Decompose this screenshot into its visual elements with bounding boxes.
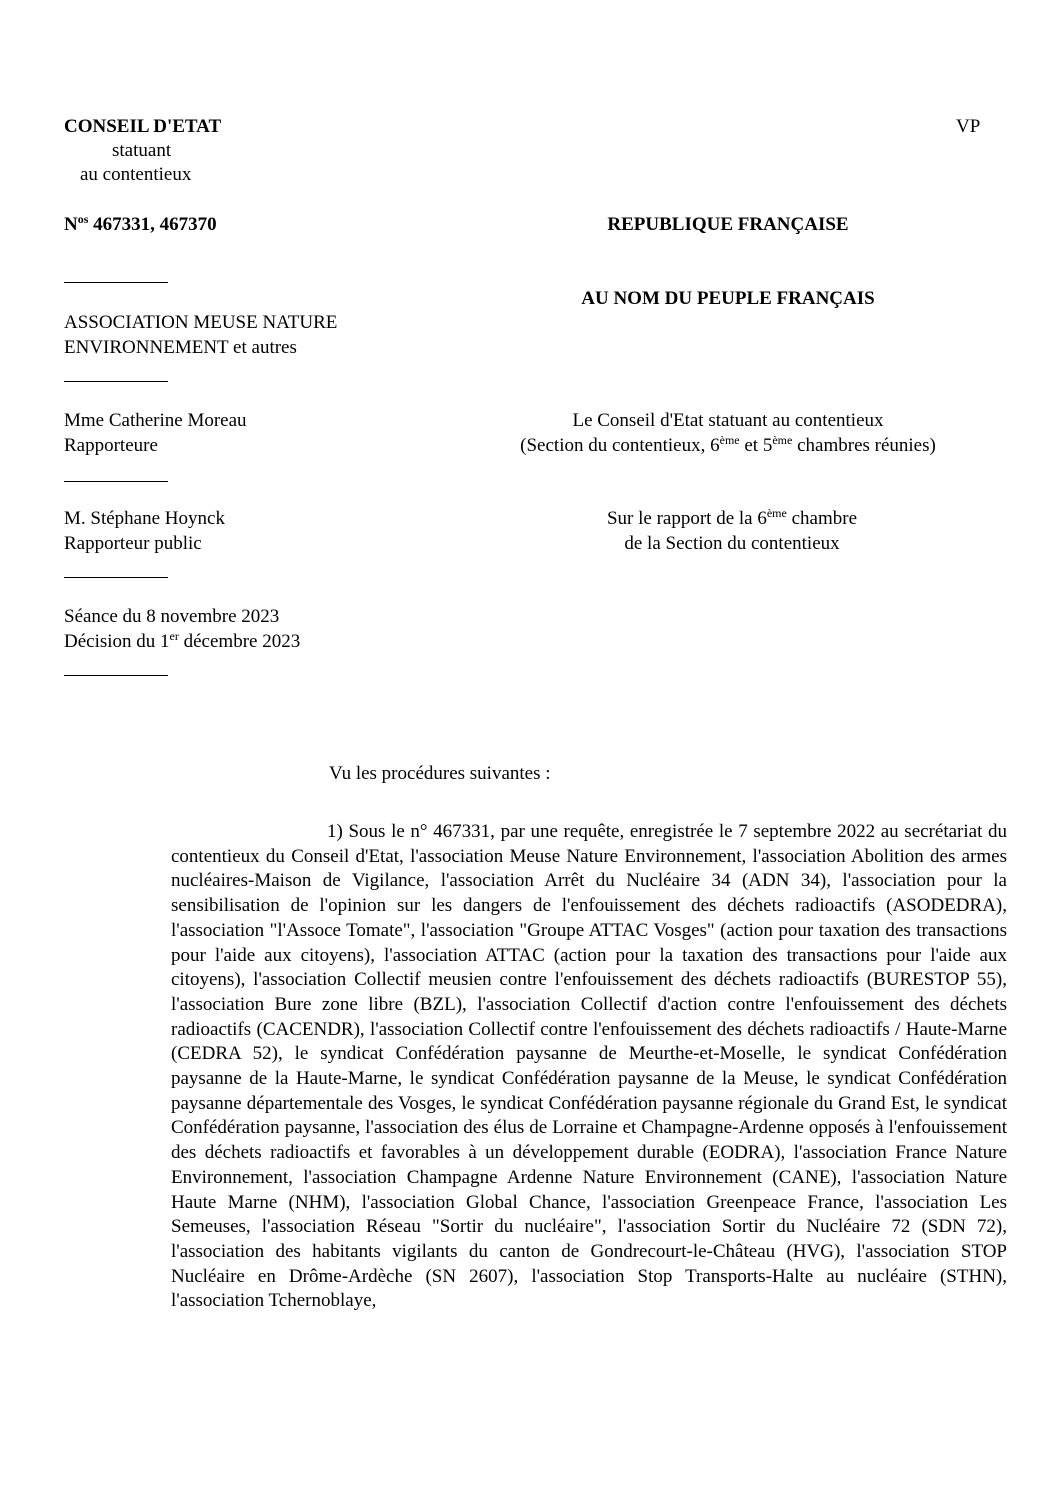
report-line1-b: chambre xyxy=(786,508,858,529)
report-line1 xyxy=(560,506,904,531)
formation-line2 xyxy=(496,433,960,458)
decision-date-suffix: décembre 2023 xyxy=(178,631,301,652)
formation-line2-sup1: ème xyxy=(719,433,740,447)
rapporteur-name: Mme Catherine Moreau xyxy=(64,410,247,431)
formation-line2-a: (Section du contentieux, 6 xyxy=(520,435,720,456)
parties-line1: ASSOCIATION MEUSE NATURE xyxy=(64,312,338,333)
decision-date xyxy=(64,629,300,654)
procedures-heading: Vu les procédures suivantes : xyxy=(329,763,551,784)
decision-date-prefix: Décision du 1 xyxy=(64,631,170,652)
report-line2: de la Section du contentieux xyxy=(624,533,840,554)
divider-5 xyxy=(64,675,168,676)
public-rapporteur-role: Rapporteur public xyxy=(64,533,202,554)
public-rapporteur-name: M. Stéphane Hoynck xyxy=(64,508,225,529)
divider-1 xyxy=(64,282,168,283)
vp-mark: VP xyxy=(956,116,981,137)
people-heading: AU NOM DU PEUPLE FRANÇAIS xyxy=(581,288,875,309)
seance-date: Séance du 8 novembre 2023 xyxy=(64,606,280,627)
formation-line2-b: et 5 xyxy=(739,435,773,456)
case-numbers-value: 467331, 467370 xyxy=(88,214,217,235)
procedure-paragraph-1 xyxy=(171,820,1007,1314)
procedure-paragraph-1-text: 1) Sous le n° 467331, par une requête, enregistrée le 7 septembre 2022 au secrétariat du contentieux du Conseil d'Etat, l'association Meuse Nature Environnement, l'association Abolition des armes nucléaires-Maison de Vigilance, l'association Arrêt du Nucléaire 34 (ADN 34), l'association pour la sensibilisation de l'opinion sur les dangers de l'enfouissement des déchets radioactifs (ASODEDRA), l'association "l'Assoce Tomate", l'association "Groupe ATTAC Vosges" (action pour taxation des transactions pour l'aide aux citoyens), l'association ATTAC (action pour la taxation des transactions pour l'aide aux citoyens), l'association Collectif meusien contre l'enfouissement des déchets radioactifs (BURESTOP 55), l'association Bure zone libre (BZL), l'association Collectif d'action contre l'enfouissement des déchets radioactifs (CACENDR), l'association Collectif contre l'enfouissement des déchets radioactifs / Haute-Marne (CEDRA 52), le syndicat Confédération paysanne de Meurthe-et-Moselle, le syndicat Confédération paysanne de la Haute-Marne, le syndicat Confédération paysanne de la Meuse, le syndicat Confédération paysanne départementale des Vosges, le syndicat Confédération paysanne régionale du Grand Est, le syndicat Confédération paysanne, l'association des élus de Lorraine et Champagne-Ardenne opposés à l'enfouissement des déchets radioactifs et favorables à un développement durable (EODRA), l'association France Nature Environnement, l'association Champagne Ardenne Nature Environnement (CANE), l'association Nature Haute Marne (NHM), l'association Global Chance, l'association Greenpeace France, l'association Les Semeuses, l'association Réseau "Sortir du nucléaire", l'association Sortir du Nucléaire 72 (SDN 72), l'association des habitants vigilants du canton de Gondrecourt-le-Château (HVG), l'association STOP Nucléaire en Drôme-Ardèche (SN 2607), l'association Stop Transports-Halte au nucléaire (STHN), l'association Tchernoblaye, xyxy=(171,821,1007,1312)
parties-line2: ENVIRONNEMENT et autres xyxy=(64,337,297,358)
formation-line2-sup2: ème xyxy=(772,433,793,447)
decision-date-sup: er xyxy=(169,629,179,643)
divider-4 xyxy=(64,577,168,578)
report-line1-a: Sur le rapport de la 6 xyxy=(606,508,767,529)
report-line1-sup: ème xyxy=(766,506,787,520)
republic-heading: REPUBLIQUE FRANÇAISE xyxy=(607,214,849,235)
case-numbers-sup: os xyxy=(77,212,89,226)
rapporteur-role: Rapporteure xyxy=(64,435,158,456)
formation-line1: Le Conseil d'Etat statuant au contentieux xyxy=(572,410,884,431)
court-subtitle-line1: statuant xyxy=(112,140,172,161)
court-subtitle-line2: au contentieux xyxy=(80,164,192,185)
case-numbers xyxy=(64,212,217,237)
case-numbers-prefix: N xyxy=(64,214,78,235)
formation-line2-c: chambres réunies) xyxy=(792,435,936,456)
divider-3 xyxy=(64,481,168,482)
court-name: CONSEIL D'ETAT xyxy=(64,116,222,137)
divider-2 xyxy=(64,381,168,382)
